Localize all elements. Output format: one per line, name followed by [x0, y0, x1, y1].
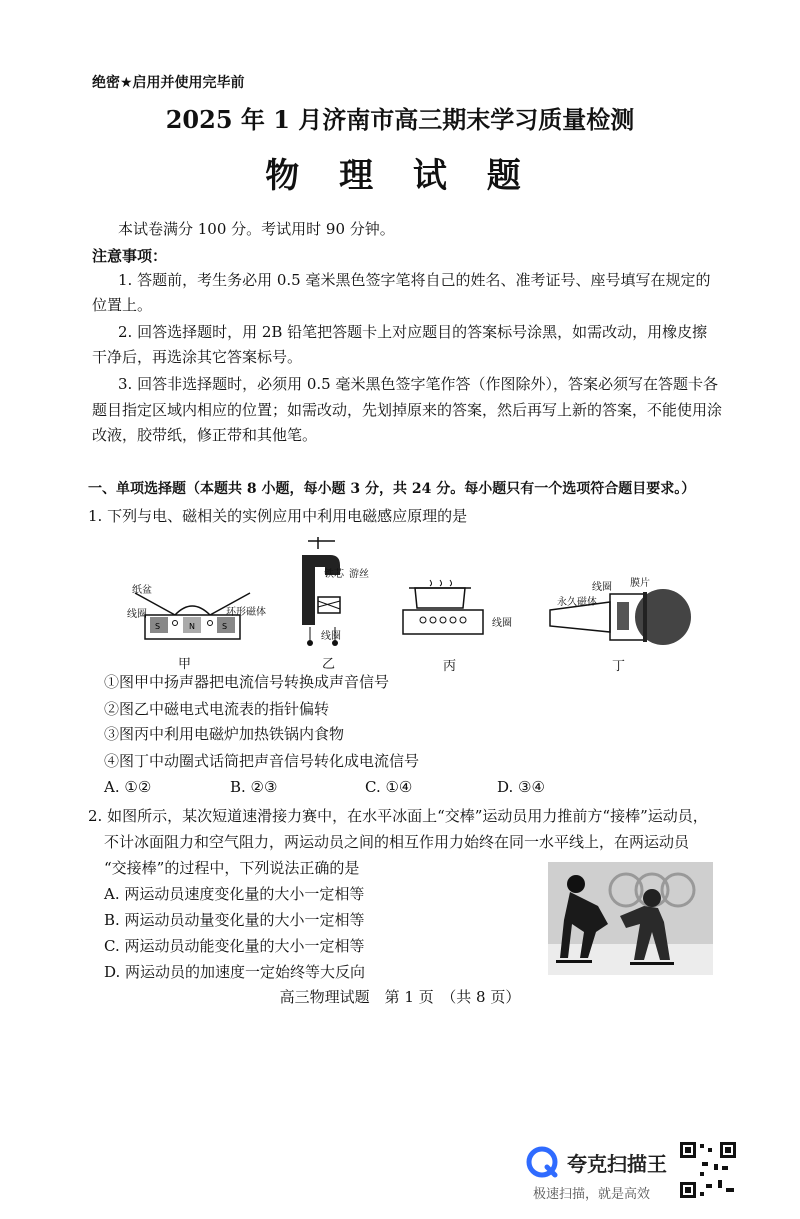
q1-statement: ③图丙中利用电磁炉加热铁锅内食物 [104, 725, 345, 743]
q2-stem-line: 不计冰面阻力和空气阻力，两运动员之间的相互作用力始终在同一水平线上，在两运动员 [104, 833, 690, 851]
note-line: 题目指定区域内相应的位置；如需改动，先划掉原来的答案，然后再写上新的答案，不能使用涂 [92, 401, 723, 419]
q1-statement: ④图丁中动圈式话筒把声音信号转化成电流信号 [104, 752, 420, 770]
label-ring-magnet: 环形磁体 [226, 607, 266, 618]
microphone-diagram [545, 580, 695, 650]
brand-slogan: 极速扫描，就是高效 [533, 1187, 651, 1202]
q2-stem-line: “交接棒”的过程中，下列说法正确的是 [104, 859, 360, 877]
svg-text:N: N [189, 622, 195, 631]
q2-stem-line: 2. 如图所示，某次短道速滑接力赛中，在水平冰面上“交棒”运动员用力推前方“接棒”运动员， [88, 807, 708, 825]
label-coil4: 线圈 [592, 582, 612, 593]
qr-code-icon [678, 1140, 738, 1200]
q1-stem: 1. 下列与电、磁相关的实例应用中利用电磁感应原理的是 [88, 507, 468, 525]
label-coil: 线圈 [127, 609, 147, 620]
q2-option-b: B. 两运动员动量变化量的大小一定相等 [104, 911, 365, 929]
caption-jia: 甲 [178, 657, 192, 672]
section-heading: 一、单项选择题（本题共 8 小题，每小题 3 分，共 24 分。每小题只有一个选项符合题目要求。） [88, 481, 696, 497]
intro-text: 本试卷满分 100 分。考试用时 90 分钟。 [118, 220, 395, 238]
q1-option-d: D. ③④ [497, 778, 545, 796]
label-iron-core: 铁芯 [324, 569, 344, 580]
exam-title: 2025 年 1 月济南市高三期末学习质量检测 [165, 105, 635, 134]
caption-bing: 丙 [443, 659, 457, 674]
note-line: 位置上。 [92, 296, 153, 314]
note-line: 2. 回答选择题时，用 2B 铅笔把答题卡上对应题目的答案标号涂黑，如需改动，用橡皮擦 [118, 323, 708, 341]
label-spring: 游丝 [349, 569, 369, 580]
subject-title: 物 理 试 题 [265, 156, 535, 196]
note-line: 干净后，再选涂其它答案标号。 [92, 348, 303, 366]
q1-option-b: B. ②③ [230, 778, 278, 796]
confidential-mark: 绝密★启用并使用完毕前 [92, 75, 245, 91]
induction-cooker-diagram [395, 578, 490, 640]
page-footer: 高三物理试题 第 1 页 （共 8 页） [279, 988, 521, 1006]
q1-statement: ①图甲中扬声器把电流信号转换成声音信号 [104, 673, 390, 691]
q2-option-d: D. 两运动员的加速度一定始终等大反向 [104, 963, 366, 981]
note-line: 3. 回答非选择题时，必须用 0.5 毫米黑色签字笔作答（作图除外），答案必须写在答题卡各 [118, 375, 718, 393]
caption-ding: 丁 [612, 659, 626, 674]
brand-name: 夸克扫描王 [567, 1152, 667, 1176]
notes-heading: 注意事项： [92, 247, 168, 265]
caption-yi: 乙 [322, 657, 336, 672]
skaters-photo [548, 862, 713, 975]
label-diaphragm: 膜片 [630, 578, 650, 589]
label-paper-cone: 纸盆 [132, 585, 152, 596]
q1-statement: ②图乙中磁电式电流表的指针偏转 [104, 700, 330, 718]
label-coil3: 线圈 [492, 618, 512, 629]
q1-option-a: A. ①② [104, 778, 152, 796]
note-line: 1. 答题前，考生务必用 0.5 毫米黑色签字笔将自己的姓名、准考证号、座号填写在规定的 [118, 271, 711, 289]
svg-text:S: S [222, 622, 228, 631]
svg-text:S: S [155, 622, 161, 631]
quark-scanner-logo-icon [525, 1145, 559, 1179]
q2-option-c: C. 两运动员动能变化量的大小一定相等 [104, 937, 365, 955]
label-coil2: 线圈 [321, 631, 341, 642]
q1-option-c: C. ①④ [365, 778, 413, 796]
label-permanent-magnet: 永久磁体 [557, 597, 597, 608]
q2-option-a: A. 两运动员速度变化量的大小一定相等 [104, 885, 365, 903]
note-line: 改液，胶带纸，修正带和其他笔。 [92, 426, 318, 444]
